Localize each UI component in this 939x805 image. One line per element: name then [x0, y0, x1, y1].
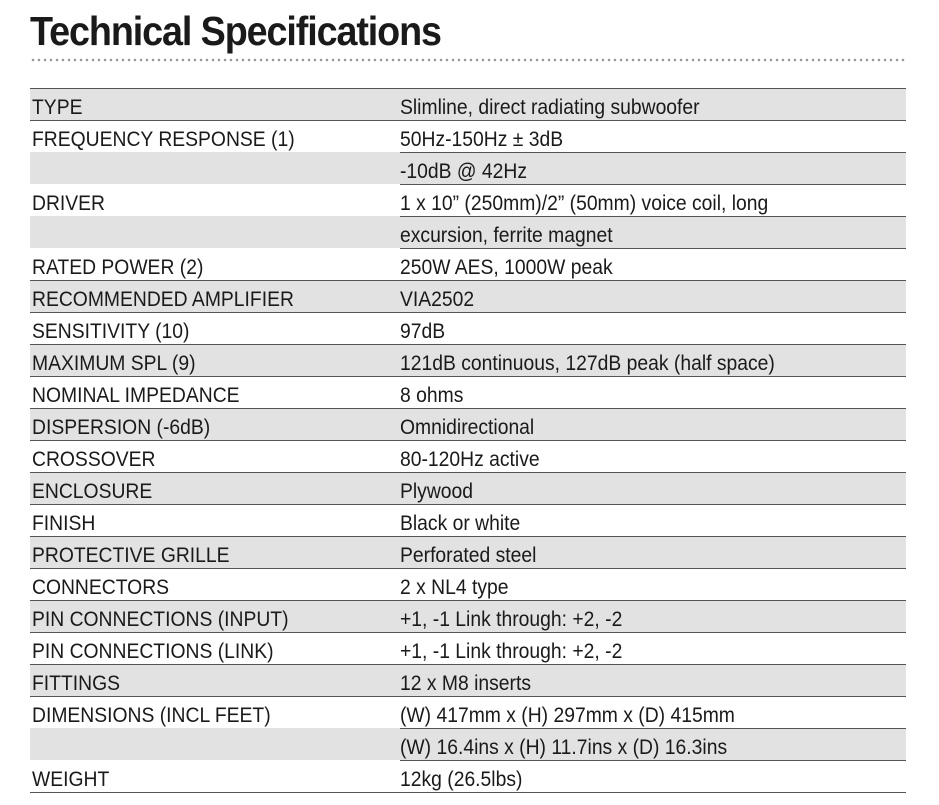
spec-row — [30, 249, 906, 281]
spec-value-text: (W) 417mm x (H) 297mm x (D) 415mm — [400, 704, 735, 727]
spec-value — [400, 121, 906, 153]
spec-label-text: CROSSOVER — [32, 448, 156, 471]
spec-label — [30, 569, 400, 601]
spec-value-text: 97dB — [400, 320, 446, 343]
spec-value-text: 80-120Hz active — [400, 448, 540, 471]
spec-label-text: PIN CONNECTIONS (INPUT) — [32, 608, 289, 631]
spec-label — [30, 505, 400, 537]
spec-label — [30, 697, 400, 729]
spec-value-text: +1, -1 Link through: +2, -2 — [400, 608, 623, 631]
spec-label-text: PIN CONNECTIONS (LINK) — [32, 640, 274, 663]
spec-value-text: Black or white — [400, 512, 521, 535]
spec-row — [30, 345, 906, 377]
spec-value — [400, 473, 906, 505]
spec-label — [30, 217, 400, 249]
spec-row — [30, 473, 906, 505]
spec-row — [30, 537, 906, 569]
spec-value-text: 12 x M8 inserts — [400, 672, 531, 695]
spec-label — [30, 281, 400, 313]
spec-label-text: SENSITIVITY (10) — [32, 320, 190, 343]
spec-value-text: 121dB continuous, 127dB peak (half space) — [400, 352, 775, 375]
spec-value-text: VIA2502 — [400, 288, 475, 311]
spec-label-text: PROTECTIVE GRILLE — [32, 544, 230, 567]
spec-label — [30, 377, 400, 409]
spec-label-text: DISPERSION (-6dB) — [32, 416, 211, 439]
spec-label — [30, 601, 400, 633]
spec-row — [30, 505, 906, 537]
spec-label — [30, 729, 400, 761]
spec-value — [400, 345, 906, 377]
spec-value — [400, 377, 906, 409]
spec-value-text: Slimline, direct radiating subwoofer — [400, 96, 700, 119]
spec-value-text: 12kg (26.5lbs) — [400, 768, 523, 791]
spec-row — [30, 377, 906, 409]
spec-label-text: MAXIMUM SPL (9) — [32, 352, 196, 375]
spec-row — [30, 729, 906, 761]
spec-value — [400, 281, 906, 313]
spec-row — [30, 153, 906, 185]
spec-row — [30, 217, 906, 249]
spec-value-text: 250W AES, 1000W peak — [400, 256, 613, 279]
spec-label — [30, 761, 400, 793]
spec-row — [30, 313, 906, 345]
spec-value-text: 2 x NL4 type — [400, 576, 509, 599]
spec-row — [30, 569, 906, 601]
spec-label-text: TYPE — [32, 96, 83, 119]
spec-label-text: FINISH — [32, 512, 96, 535]
spec-value — [400, 729, 906, 761]
spec-label — [30, 249, 400, 281]
spec-row — [30, 761, 906, 793]
spec-row — [30, 185, 906, 217]
spec-label — [30, 441, 400, 473]
spec-value-text: 50Hz-150Hz ± 3dB — [400, 128, 564, 151]
spec-row — [30, 601, 906, 633]
spec-value — [400, 601, 906, 633]
specs-table-body — [30, 89, 906, 793]
spec-value-text: -10dB @ 42Hz — [400, 160, 528, 183]
spec-label-text: NOMINAL IMPEDANCE — [32, 384, 240, 407]
spec-label — [30, 89, 400, 121]
spec-label-text: WEIGHT — [32, 768, 110, 791]
spec-value-text: 1 x 10” (250mm)/2” (50mm) voice coil, long — [400, 192, 769, 215]
spec-label-text: FREQUENCY RESPONSE (1) — [32, 128, 295, 151]
spec-value-text: Omnidirectional — [400, 416, 535, 439]
page-title: Technical Specifications — [30, 8, 441, 54]
spec-row — [30, 409, 906, 441]
spec-value — [400, 537, 906, 569]
spec-value — [400, 665, 906, 697]
spec-label — [30, 473, 400, 505]
spec-value-text: (W) 16.4ins x (H) 11.7ins x (D) 16.3ins — [400, 736, 728, 759]
spec-label — [30, 185, 400, 217]
spec-label-text: RECOMMENDED AMPLIFIER — [32, 288, 294, 311]
spec-value — [400, 409, 906, 441]
spec-label-text: CONNECTORS — [32, 576, 170, 599]
spec-value — [400, 185, 906, 217]
spec-label — [30, 153, 400, 185]
spec-label-text: ENCLOSURE — [32, 480, 153, 503]
spec-label — [30, 313, 400, 345]
spec-value — [400, 153, 906, 185]
spec-label — [30, 537, 400, 569]
spec-value — [400, 505, 906, 537]
spec-row — [30, 121, 906, 153]
spec-value — [400, 633, 906, 665]
spec-value-text: +1, -1 Link through: +2, -2 — [400, 640, 623, 663]
spec-label-text: DRIVER — [32, 192, 106, 215]
specs-table — [30, 88, 906, 793]
spec-value — [400, 313, 906, 345]
spec-label — [30, 633, 400, 665]
spec-value-text: Perforated steel — [400, 544, 537, 567]
dotted-divider — [30, 58, 906, 62]
spec-value — [400, 89, 906, 121]
spec-value — [400, 569, 906, 601]
spec-row — [30, 633, 906, 665]
spec-value — [400, 217, 906, 249]
spec-value — [400, 761, 906, 793]
spec-row — [30, 697, 906, 729]
spec-value-text: excursion, ferrite magnet — [400, 224, 613, 247]
spec-row — [30, 281, 906, 313]
spec-label — [30, 121, 400, 153]
spec-label-text: FITTINGS — [32, 672, 121, 695]
spec-label-text: DIMENSIONS (INCL FEET) — [32, 704, 271, 727]
spec-label — [30, 665, 400, 697]
spec-value — [400, 249, 906, 281]
spec-value-text: Plywood — [400, 480, 474, 503]
spec-label — [30, 409, 400, 441]
spec-value-text: 8 ohms — [400, 384, 464, 407]
spec-label — [30, 345, 400, 377]
spec-value — [400, 441, 906, 473]
spec-row — [30, 665, 906, 697]
spec-value — [400, 697, 906, 729]
spec-label-text: RATED POWER (2) — [32, 256, 204, 279]
spec-row — [30, 89, 906, 121]
spec-row — [30, 441, 906, 473]
